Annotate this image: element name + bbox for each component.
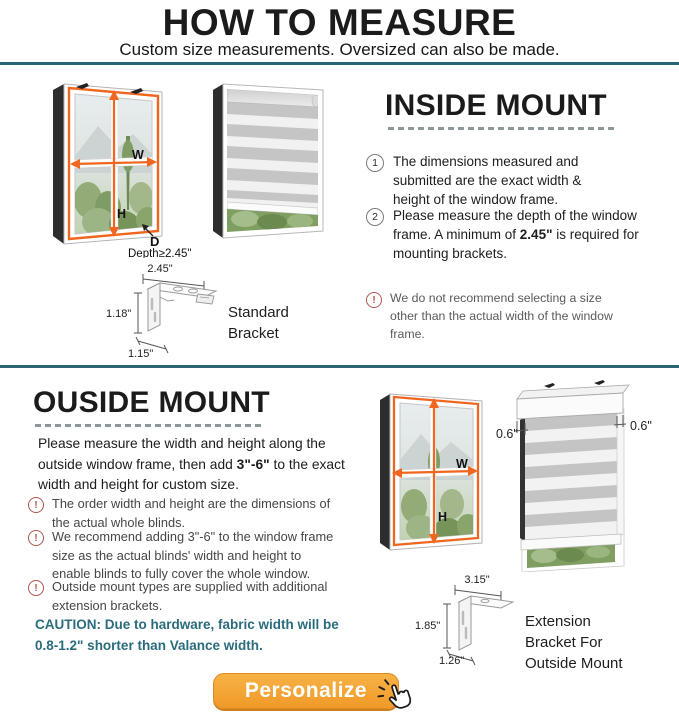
depth-note: Depth≥2.45" <box>128 248 192 258</box>
width-label: W <box>132 148 144 162</box>
outside-mount-dashed-underline <box>35 424 263 427</box>
bracket-dim-left: 1.85" <box>415 620 441 632</box>
height-label: H <box>438 510 448 524</box>
bracket-dim-top: 3.15" <box>464 574 490 586</box>
offset-label-right: 0.6" <box>630 419 652 433</box>
personalize-button[interactable] <box>213 673 399 709</box>
caution-text: CAUTION: Due to hardware, fabric width will be 0.8-1.2" shorter than Valance width. <box>35 617 339 653</box>
extension-bracket-diagram <box>413 574 525 666</box>
bracket-dim-left: 1.18" <box>106 308 132 320</box>
outside-mount-heading: OUSIDE MOUNT <box>33 386 270 419</box>
inside-mount-heading: INSIDE MOUNT <box>385 89 607 122</box>
outside-point-3: ! Outside mount types are supplied with additional extension brackets. <box>28 578 338 615</box>
page-subtitle: Custom size measurements. Oversized can also be made. <box>119 40 560 59</box>
outside-point-2: ! We recommend adding 3"-6" to the window frame size as the actual blinds' width and height to enable blinds to fully cover the whole window. <box>28 528 338 584</box>
height-label: H <box>117 207 127 221</box>
note-text: We do not recommend selecting a size other than the actual width of the window frame. <box>390 291 613 341</box>
inside-blind-illustration <box>210 76 332 250</box>
width-label: W <box>456 457 468 471</box>
offset-label-left: 0.6" <box>496 427 518 441</box>
point-number: 2 <box>366 208 384 226</box>
inside-window-illustration <box>38 78 208 258</box>
standard-bracket-diagram <box>98 261 230 358</box>
point-text: The dimensions measured and submitted are the exact width & height of the window frame. <box>393 154 582 208</box>
extension-bracket-label: Extension Bracket For Outside Mount <box>525 613 623 672</box>
inside-mount-note <box>366 290 626 343</box>
bracket-dim-bottom: 1.26" <box>439 655 465 666</box>
warning-icon: ! <box>366 292 382 308</box>
page-title: HOW TO MEASURE <box>162 2 517 43</box>
divider-top <box>0 62 679 65</box>
outside-blind-illustration <box>466 374 668 572</box>
outside-mount-intro: Please measure the width and height along the outside window frame, then add 3"-6" to the exact width and height for custom size. <box>38 436 345 493</box>
warning-icon: ! <box>28 530 44 546</box>
bracket-dim-bottom: 1.15" <box>128 348 154 358</box>
outside-point-1: ! The order width and height are the dimensions of the actual whole blinds. <box>28 495 338 532</box>
depth-letter: D <box>150 234 160 249</box>
point-text: Please measure the depth of the window frame. A minimum of 2.45" is required for mounting brackets. <box>393 208 639 262</box>
personalize-label: Personalize <box>244 679 368 702</box>
bracket-dim-top: 2.45" <box>147 263 173 275</box>
inside-point-1 <box>366 152 606 209</box>
point-number: 1 <box>366 154 384 172</box>
hand-click-icon <box>375 672 415 712</box>
warning-icon: ! <box>28 497 44 513</box>
standard-bracket-label: Standard Bracket <box>228 304 289 342</box>
inside-mount-dashed-underline <box>388 127 618 130</box>
warning-icon: ! <box>28 580 44 596</box>
divider-middle <box>0 365 679 368</box>
inside-point-2 <box>366 206 656 263</box>
